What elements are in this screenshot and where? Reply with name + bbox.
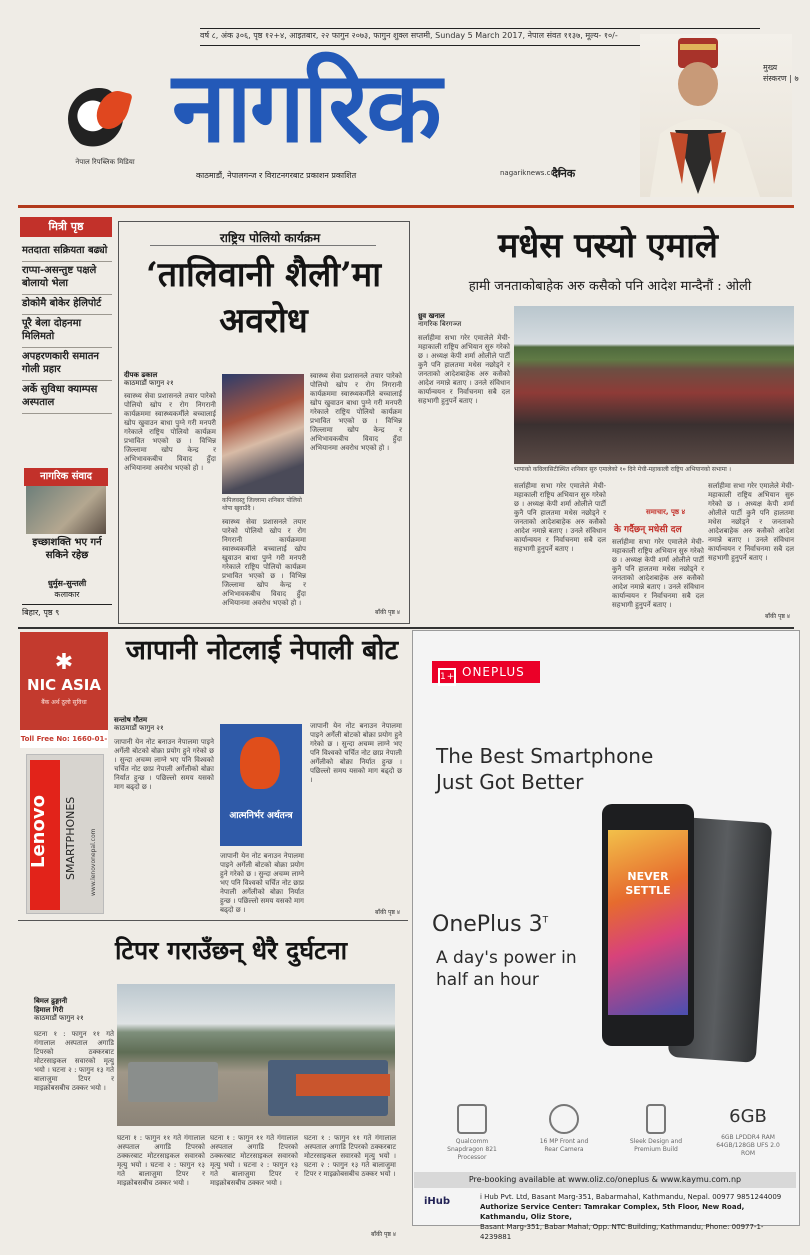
masthead-rule: [18, 205, 794, 208]
person-illustration: [640, 34, 792, 197]
sambad-byline-name: धुर्मुस-सुन्तली: [47, 578, 87, 588]
japan-body-col3: जापानी येन नोट बनाउन नेपालमा पाइने अर्गेली बोटको बोक्रा प्रयोग हुने गरेको छ । सुन्दा अचम्म लाग्ने भए पनि विश्वको चर्चित नोट छाप्न नेपाली अर्गेलीको बोक्रा निर्यात हुन्छ । पछिल्लो समय यसको माग बढ्दो छ ।: [310, 722, 402, 784]
feature-label: 16 MP Front and Rear Camera: [539, 1138, 589, 1153]
star-logo-icon: ✱: [54, 650, 74, 675]
oneplus-logo: [432, 661, 540, 683]
lead-sidebar-ref[interactable]: समाचार, पृष्ठ ४: [646, 508, 686, 516]
dateline-strip: वर्ष ८, अंक ३०६, पृष्ठ १२+४, आइतबार, २२ फागुन २०७३, फागुन शुक्ल सप्तमी, Sunday 5 March 2017, नेपाल संवत ११३७, मूल्य- १०/-: [200, 31, 618, 40]
phone-screen: [608, 830, 688, 1015]
edition-label: मुख्य संस्करण | ७: [763, 63, 799, 83]
masthead-url[interactable]: nagariknews.com: [500, 169, 562, 177]
sambad-byline-role: कलाकार: [54, 590, 80, 599]
japan-byline-name: सन्तोष गौतम: [114, 715, 148, 724]
phone-screen-text: NEVER SETTLE: [625, 870, 671, 897]
feature-label: Sleek Design and Premium Build: [629, 1138, 683, 1153]
distributor-line: Basant Marg-351, Babar Mahal, Opp. NTC Building, Kathmandu, Phone: 00977-1-4239881: [480, 1223, 764, 1241]
lead-subhead: हामी जनताकोबाहेक अरु कसैको पनि आदेश मान्दैनौं : ओली: [468, 279, 752, 294]
truck-icon: [128, 1062, 218, 1102]
rail-headline[interactable]: पूरै बेला दोहनमा मिलिमतो: [22, 315, 112, 348]
oneplus-model-sup: T: [542, 915, 549, 926]
sambad-headline[interactable]: इच्छाशक्ति भए गर्न सकिने रहेछ: [32, 537, 102, 561]
phone-outline-icon: [646, 1104, 666, 1134]
truck-bed: [296, 1074, 390, 1096]
japan-body-col1: जापानी येन नोट बनाउन नेपालमा पाइने अर्गेली बोटको बोक्रा प्रयोग हुने गरेको छ । सुन्दा अचम्म लाग्ने भए पनि विश्वको चर्चित नोट छाप्न नेपाली अर्गेलीको बोक्रा निर्यात हुन्छ । पछिल्लो समय यसको माग बढ्दो छ ।: [114, 738, 214, 791]
rail-section-tab[interactable]: मित्री पृष्ठ: [20, 217, 112, 237]
masthead-portrait: [640, 34, 792, 197]
lead-headline[interactable]: मधेस पस्यो एमाले: [498, 226, 718, 266]
nic-asia-tollfree: Toll Free No: 1660-01-: [20, 730, 108, 748]
polio-body-col1: स्वास्थ्य सेवा प्रशासनले तयार पारेको पोलियो खोप र रोग निगरानी कार्यक्रममा स्वास्थ्यकर्मीले बच्चालाई खोप खुवाउन बाधा पुग्ने गरी मनपरी गरेकाले राष्ट्रिय पोलियो कार्यक्रम प्रभावित भएको छ । विभिन्न जिल्लामा खोप केन्द्र र अभिभावकबीच विवाद हुँदा अभियानमा अवरोध भएको हो ।: [124, 392, 216, 472]
distributor-info: [480, 1192, 786, 1242]
lead-continued[interactable]: बाँकी पृष्ठ ४: [764, 613, 790, 620]
oneplus-logo-mark: 1+: [438, 668, 456, 686]
oneplus-prebook[interactable]: Pre-booking available at www.oliz.co/oneplus & www.kaymu.com.np: [414, 1172, 796, 1188]
tipper-body-col2: घटना १ : फागुन ११ गते गंगालाल अस्पताल अगाडि टिपरको ठक्करबाट मोटरसाइकल सवारको मृत्यु भयो । घटना २ : फागुन १३ गते बालाजुमा टिपर र माइक्रोबसबीच ठक्कर भयो ।: [117, 1134, 205, 1187]
lenovo-line: SMARTPHONES: [64, 796, 77, 880]
rail-headline[interactable]: डोकोमै बोकेर हेलिपोर्ट: [22, 295, 112, 315]
lead-caption: भापाको कविलासिटीस्थित शनिबार सुरु एमालेको १० दिने मेची-महाकाली राष्ट्रिय अभियानको सभामा ।: [514, 466, 732, 473]
tipper-headline[interactable]: टिपर गराउँछन् धेरै दुर्घटना: [114, 936, 348, 965]
feature-item: [532, 1104, 596, 1162]
oneplus-model: [432, 912, 592, 937]
masthead-daily: दैनिक: [552, 167, 576, 180]
feature-label: 6GB LPDDR4 RAM 64GB/128GB UFS 2.0 ROM: [716, 1134, 780, 1157]
section-rule: [18, 920, 408, 921]
polio-body-col3: स्वास्थ्य सेवा प्रशासनले तयार पारेको पोलियो खोप र रोग निगरानी कार्यक्रममा स्वास्थ्यकर्मीले बच्चालाई खोप खुवाउन बाधा पुग्ने गरी मनपरी गरेकाले राष्ट्रिय पोलियो कार्यक्रम प्रभावित भएको छ । विभिन्न जिल्लामा खोप केन्द्र र अभिभावकबीच विवाद हुँदा अभियानमा अवरोध भएको हो ।: [310, 372, 402, 452]
oneplus-logo-text: ONEPLUS: [462, 665, 525, 679]
top-rule: [200, 28, 760, 29]
publisher-name: नेपाल रिपब्लिक मिडिया: [75, 158, 135, 166]
polio-body-col2: स्वास्थ्य सेवा प्रशासनले तयार पारेको पोलियो खोप र रोग निगरानी कार्यक्रममा स्वास्थ्यकर्मीले बच्चालाई खोप खुवाउन बाधा पुग्ने गरी मनपरी गरेकाले राष्ट्रिय पोलियो कार्यक्रम प्रभावित भएको छ । विभिन्न जिल्लामा खोप केन्द्र र अभिभावकबीच विवाद हुँदा अभियानमा अवरोध भएको हो ।: [222, 518, 306, 607]
lenovo-brand: Lenovo: [28, 795, 49, 868]
tipper-dateline: काठमाडौं फागुन २१: [34, 1014, 84, 1022]
ihub-logo: iHub: [424, 1196, 451, 1207]
sambad-photo: [26, 486, 106, 534]
feature-item: [716, 1104, 780, 1162]
polio-photo: [222, 374, 304, 494]
japan-dateline: काठमाडौं फागुन २१: [114, 724, 164, 732]
rail-headline[interactable]: राप्पा-असन्तुष्ट पक्षले बोलायो भेला: [22, 262, 112, 295]
kicker-rule: [150, 245, 376, 246]
sambad-tab[interactable]: नागरिक संवाद: [24, 468, 108, 486]
lead-photo-crowd: [514, 306, 794, 464]
lead-dateline: नागरिक बिरगञ्ज: [418, 320, 462, 328]
rail-headline[interactable]: अर्के सुविधा क्याम्पस अस्पताल: [22, 381, 112, 414]
lead-sidebar-head[interactable]: के गर्दैछन् मधेसी दल: [614, 525, 682, 535]
lead-byline-name: ध्रुव खनाल: [418, 311, 445, 320]
polio-byline: [124, 370, 214, 388]
money-bag-icon: [240, 737, 280, 789]
masthead-title: नागरिक: [172, 50, 440, 165]
feature-item: [624, 1104, 688, 1162]
oneplus-headline: The Best Smartphone Just Got Better: [436, 744, 654, 794]
nic-asia-tagline: बैंक अर्थ ठूलो सुविधा: [41, 699, 87, 706]
rail-page-ref[interactable]: बिहार, पृष्ठ ९: [22, 604, 112, 618]
rail-headline[interactable]: अपहरणकारी समातन गोली प्रहार: [22, 348, 112, 381]
tipper-byline-name: बिमल ढुङ्गानी: [34, 996, 68, 1005]
tipper-continued[interactable]: बाँकी पृष्ठ ४: [370, 1231, 396, 1238]
lead-byline: [418, 311, 508, 329]
japan-graphic-title: आत्मनिर्भर अर्थतन्त्र: [229, 811, 293, 821]
japan-byline: [114, 715, 214, 733]
distributor-line: i Hub Pvt. Ltd, Basant Marg-351, Babarmahal, Kathmandu, Nepal. 00977 9851244009: [480, 1193, 782, 1201]
tipper-body-col1: घटना १ : फागुन ११ गते गंगालाल अस्पताल अगाडि टिपरको ठक्करबाट मोटरसाइकल सवारको मृत्यु भयो । घटना २ : फागुन १३ गते बालाजुमा टिपर र माइक्रोबसबीच ठक्कर भयो ।: [34, 1030, 114, 1092]
polio-dateline: काठमाडौं फागुन २१: [124, 379, 174, 387]
tipper-byline: [34, 996, 114, 1023]
tipper-byline-name-2: हिमाल गिरी: [34, 1005, 64, 1014]
lead-body-col1: सर्लाहीमा सभा गरेर एमालेले मेची-महाकाली राष्ट्रिय अभियान सुरु गरेको छ । अध्यक्ष केपी शर्मा ओलीले पार्टी कुनै पनि हालतमा मधेस नछोड्ने र जनताको आदेशबाहेक अरु कसैको आदेश नमान्ने बताए । उनले संविधान कार्यान्वयन र निर्वाचनमा सबै दल सहभागी हुनुपर्ने बताए ।: [418, 334, 510, 405]
polio-kicker: राष्ट्रिय पोलियो कार्यक्रम: [219, 231, 321, 245]
oneplus-tagline: A day's power in half an hour: [436, 948, 577, 990]
rail-headline-list: [22, 242, 112, 414]
polio-byline-name: दीपक ढकाल: [124, 370, 158, 379]
fold-divider: [18, 627, 794, 629]
rail-headline[interactable]: मतदाता सक्रियता बढ्यो: [22, 242, 112, 262]
oneplus-feature-row: [440, 1104, 780, 1162]
japan-continued[interactable]: बाँकी पृष्ठ ४: [374, 909, 400, 916]
feature-label: Qualcomm Snapdragon 821 Processor: [447, 1138, 497, 1161]
lead-body-col2: सर्लाहीमा सभा गरेर एमालेले मेची-महाकाली राष्ट्रिय अभियान सुरु गरेको छ । अध्यक्ष केपी शर्मा ओलीले पार्टी कुनै पनि हालतमा मधेस नछोड्ने र जनताको आदेशबाहेक अरु कसैको आदेश नमान्ने बताए । उनले संविधान कार्यान्वयन र निर्वाचनमा सबै दल सहभागी हुनुपर्ने बताए ।: [514, 482, 606, 553]
tipper-body-col4: घटना १ : फागुन ११ गते गंगालाल अस्पताल अगाडि टिपरको ठक्करबाट मोटरसाइकल सवारको मृत्यु भयो । घटना २ : फागुन १३ गते बालाजुमा टिपर र माइक्रोबसबीच ठक्कर भयो ।: [304, 1134, 396, 1178]
feature-item: [440, 1104, 504, 1162]
tipper-body-col3: घटना १ : फागुन ११ गते गंगालाल अस्पताल अगाडि टिपरको ठक्करबाट मोटरसाइकल सवारको मृत्यु भयो । घटना २ : फागुन १३ गते बालाजुमा टिपर र माइक्रोबसबीच ठक्कर भयो ।: [210, 1134, 298, 1187]
lenovo-url[interactable]: www.lenovonepal.com: [90, 828, 97, 896]
oneplus-model-name: OnePlus 3: [432, 912, 543, 937]
ram-label: 6GB: [729, 1106, 767, 1127]
japan-body-col2: जापानी येन नोट बनाउन नेपालमा पाइने अर्गेली बोटको बोक्रा प्रयोग हुने गरेको छ । सुन्दा अचम्म लाग्ने भए पनि विश्वको चर्चित नोट छाप्न नेपाली अर्गेलीको बोक्रा निर्यात हुन्छ । पछिल्लो समय यसको माग बढ्दो छ ।: [220, 852, 304, 914]
polio-caption: कपिलवस्तु जिल्लामा शनिबार पोलियो थोपा खुवाउँदै ।: [222, 497, 302, 512]
camera-icon: [549, 1104, 579, 1134]
lead-body-col4: सर्लाहीमा सभा गरेर एमालेले मेची-महाकाली राष्ट्रिय अभियान सुरु गरेको छ । अध्यक्ष केपी शर्मा ओलीले पार्टी कुनै पनि हालतमा मधेस नछोड्ने र जनताको आदेशबाहेक अरु कसैको आदेश नमान्ने बताए । उनले संविधान कार्यान्वयन र निर्वाचनमा सबै दल सहभागी हुनुपर्ने बताए ।: [708, 482, 794, 562]
japan-headline[interactable]: जापानी नोटलाई नेपाली बोट: [125, 635, 399, 666]
processor-icon: [457, 1104, 487, 1134]
sambad-byline: [24, 578, 110, 600]
nic-asia-brand: NIC ASIA: [27, 676, 101, 694]
masthead-caption: काठमाडौं, नेपालगन्ज र विराटनगरबाट प्रकाशन प्रकाशित: [196, 171, 357, 180]
polio-headline[interactable]: ‘तालिवानी शैली’मा अवरोध: [145, 255, 382, 341]
polio-continued[interactable]: बाँकी पृष्ठ ४: [374, 609, 400, 616]
distributor-line: Authorize Service Center: Tamrakar Complex, 5th Floor, New Road, Kathmandu, Oliz Store,: [480, 1203, 745, 1221]
lead-body-col3: सर्लाहीमा सभा गरेर एमालेले मेची-महाकाली राष्ट्रिय अभियान सुरु गरेको छ । अध्यक्ष केपी शर्मा ओलीले पार्टी कुनै पनि हालतमा मधेस नछोड्ने र जनताको आदेशबाहेक अरु कसैको आदेश नमान्ने बताए । उनले संविधान कार्यान्वयन र निर्वाचनमा सबै दल सहभागी हुनुपर्ने बताए ।: [612, 538, 704, 609]
